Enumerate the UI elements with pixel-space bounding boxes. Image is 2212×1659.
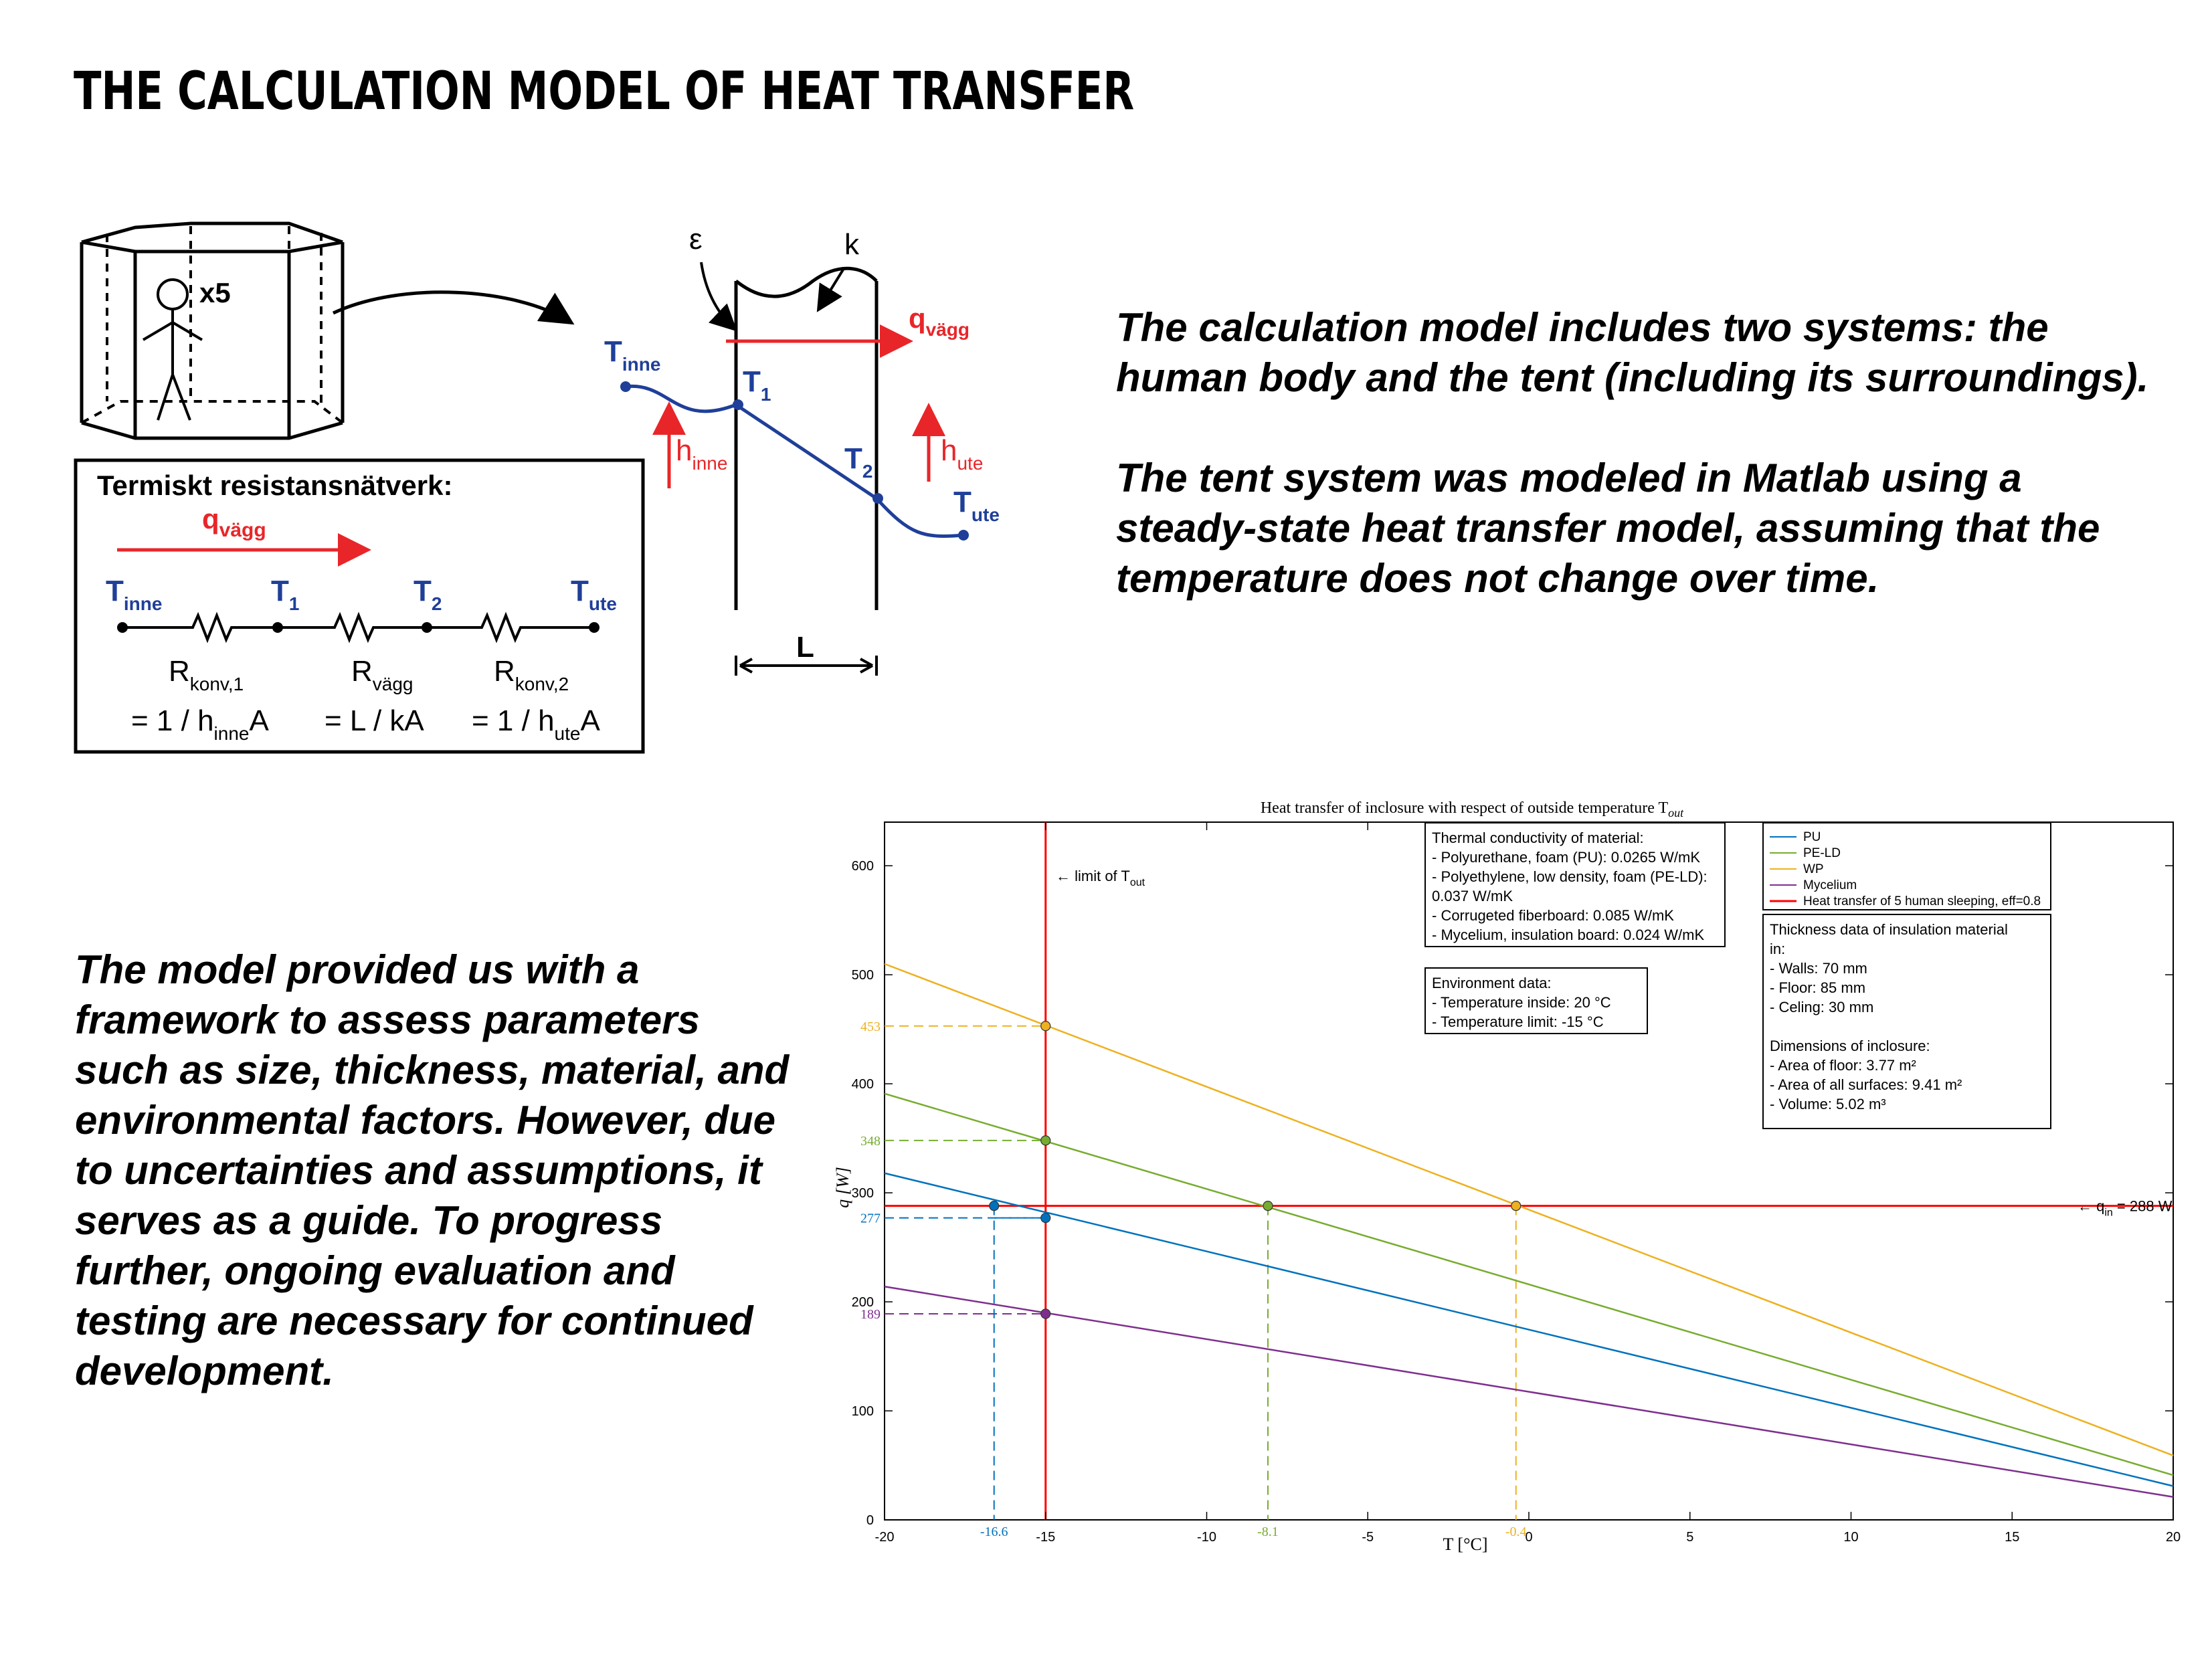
intersection-marker bbox=[1511, 1201, 1521, 1211]
legend-label: PE-LD bbox=[1803, 846, 1841, 860]
y-mark-label: 453 bbox=[860, 1019, 881, 1034]
x-tick-label: 15 bbox=[2005, 1530, 2020, 1545]
y-mark-label: 348 bbox=[860, 1133, 881, 1149]
intersection-marker bbox=[990, 1201, 999, 1211]
description-left: The model provided us with a framework to assess parameters such as size, thickness, material, and environmental factors. However, due to uncertainties and assumptions, it serves as a guide. To progress further, ongoing evaluation and testing are necessary for continued development. bbox=[75, 947, 790, 1393]
svg-text:T1: $T_1$ bbox=[743, 365, 771, 405]
h-ute-label: $h_{ute}$ bbox=[941, 434, 984, 474]
info-line: - Mycelium, insulation board: 0.024 W/mK bbox=[1432, 926, 1705, 943]
network-title: Termiskt resistansnätverk: bbox=[97, 470, 453, 501]
intersection-marker bbox=[1041, 1309, 1050, 1319]
x-tick-label: 10 bbox=[1843, 1530, 1859, 1545]
series-line-mycelium bbox=[885, 1286, 2173, 1497]
tent-illustration bbox=[82, 223, 343, 438]
y-tick-label: 0 bbox=[866, 1513, 874, 1528]
info-line: - Volume: 5.02 m³ bbox=[1770, 1096, 1886, 1112]
y-tick-label: 600 bbox=[851, 859, 874, 874]
person-icon bbox=[143, 280, 202, 420]
x-axis-label: T [°C] bbox=[1443, 1535, 1488, 1554]
vertical-reference-label: ← limit of $T_{out}$ bbox=[1056, 868, 1145, 888]
y-mark-label: 189 bbox=[860, 1306, 881, 1322]
y-tick-label: 300 bbox=[851, 1186, 874, 1201]
description-paragraph: The calculation model includes two systems: the human body and the tent (including its surroundings). bbox=[1116, 305, 2149, 400]
info-line: Dimensions of inclosure: bbox=[1770, 1038, 1930, 1054]
x-tick-label: -10 bbox=[1197, 1530, 1216, 1545]
conductivity-box bbox=[1425, 823, 1725, 947]
legend-label: PU bbox=[1803, 830, 1821, 844]
y-tick-label: 500 bbox=[851, 968, 874, 983]
info-line: - Floor: 85 mm bbox=[1770, 979, 1866, 996]
info-line: - Temperature limit: -15 °C bbox=[1432, 1013, 1604, 1030]
L-label: L bbox=[796, 631, 814, 664]
epsilon-label: ε bbox=[689, 223, 703, 256]
svg-text:Tute: $T_{ute}$ bbox=[571, 575, 617, 614]
network-q-label: $q_{vägg}$ bbox=[202, 503, 266, 541]
info-line: Thickness data of insulation material bbox=[1770, 921, 2008, 938]
intersection-marker bbox=[1041, 1213, 1050, 1223]
svg-text:Rkonv,2: $R_{konv,2}$ bbox=[494, 655, 569, 694]
svg-text:Tute: $T_{ute}$ bbox=[953, 486, 1000, 525]
k-label: k bbox=[844, 228, 859, 261]
intersection-marker bbox=[1041, 1021, 1050, 1031]
legend-label: WP bbox=[1803, 862, 1824, 876]
description-paragraph: The tent system was modeled in Matlab using a steady-state heat transfer model, assuming that the temperature does not change over time. bbox=[1116, 456, 2100, 601]
x-mark-label: -0.4 bbox=[1505, 1525, 1527, 1539]
legend-label: Mycelium bbox=[1803, 878, 1857, 892]
legend bbox=[1763, 823, 2051, 910]
curved-arrow-icon bbox=[333, 292, 569, 321]
intersection-marker bbox=[1263, 1201, 1273, 1211]
info-line: Environment data: bbox=[1432, 975, 1552, 991]
series-line-pu bbox=[885, 1173, 2173, 1486]
thickness-box bbox=[1763, 914, 2051, 1129]
markers bbox=[990, 1021, 1521, 1319]
x-tick-label: -5 bbox=[1362, 1530, 1374, 1545]
svg-text:T2: $T_2$ bbox=[413, 575, 442, 614]
environment-box bbox=[1425, 968, 1647, 1034]
y-tick-label: 100 bbox=[851, 1404, 874, 1420]
info-line: 0.037 W/mK bbox=[1432, 888, 1513, 904]
series-line-pe-ld bbox=[885, 1094, 2173, 1475]
page-title: THE CALCULATION MODEL OF HEAT TRANSFER bbox=[74, 62, 1135, 122]
h-inne-label: $h_{inne}$ bbox=[676, 434, 728, 474]
x-tick-label: 0 bbox=[1525, 1530, 1533, 1545]
guide-lines bbox=[885, 1026, 1516, 1520]
profile-points bbox=[620, 381, 969, 541]
svg-text:= 1 / hinneA: = $1 / h_{inne}A$ bbox=[131, 704, 269, 744]
info-line: - Corrugeted fiberboard: 0.085 W/mK bbox=[1432, 907, 1674, 924]
info-line: - Area of floor: 3.77 m² bbox=[1770, 1057, 1916, 1074]
y-tick-label: 200 bbox=[851, 1295, 874, 1310]
svg-text:T1: $T_1$ bbox=[271, 575, 300, 614]
svg-text:Tinne: $T_{inne}$ bbox=[106, 575, 163, 614]
heat-transfer-chart bbox=[803, 779, 2212, 1582]
svg-text:T2: $T_2$ bbox=[844, 442, 873, 482]
resistor-labels bbox=[131, 655, 600, 744]
network-node-labels bbox=[106, 575, 617, 614]
svg-text:Rvägg: $R_{vägg}$ bbox=[351, 655, 413, 694]
x-mark-label: -8.1 bbox=[1257, 1525, 1279, 1539]
chart-title: Heat transfer of inclosure with respect of outside temperature $T_{out}$ bbox=[1260, 799, 1684, 819]
annotation-labels bbox=[860, 1019, 1527, 1539]
y-mark-label: 277 bbox=[860, 1211, 881, 1226]
svg-text:Rkonv,1: $R_{konv,1}$ bbox=[169, 655, 244, 694]
person-multiplier: x5 bbox=[199, 277, 231, 308]
wall-section bbox=[736, 268, 877, 610]
intersection-marker bbox=[1041, 1136, 1050, 1145]
x-tick-label: 5 bbox=[1686, 1530, 1694, 1545]
epsilon-arrow bbox=[701, 262, 733, 328]
info-line: - Area of all surfaces: 9.41 m² bbox=[1770, 1076, 1962, 1093]
resistor-chain bbox=[122, 615, 594, 640]
info-line: - Walls: 70 mm bbox=[1770, 960, 1867, 977]
y-tick-label: 400 bbox=[851, 1077, 874, 1092]
svg-text:= L / kA: = L / kA bbox=[325, 704, 424, 737]
legend-label: Heat transfer of 5 human sleeping, eff=0.8 bbox=[1803, 894, 2041, 908]
x-tick-label: 20 bbox=[2165, 1530, 2181, 1545]
horizontal-reference-label: ← $q_{in} = 288$ W bbox=[2078, 1197, 2173, 1219]
wall-q-label: $q_{vägg}$ bbox=[909, 302, 970, 340]
info-line: in: bbox=[1770, 941, 1786, 957]
info-line: - Celing: 30 mm bbox=[1770, 999, 1874, 1015]
svg-text:Tinne: $T_{inne}$ bbox=[604, 335, 661, 375]
info-line: - Polyethylene, low density, foam (PE-LD): bbox=[1432, 868, 1708, 885]
info-line: - Temperature inside: 20 °C bbox=[1432, 994, 1611, 1011]
wall-temp-labels bbox=[604, 335, 1000, 525]
x-mark-label: -16.6 bbox=[980, 1525, 1008, 1539]
description-top bbox=[1116, 302, 2160, 603]
svg-text:= 1 / huteA: = $1 / h_{ute}A$ bbox=[472, 704, 600, 744]
y-axis-label: q [W] bbox=[833, 1167, 852, 1208]
x-tick-label: -15 bbox=[1036, 1530, 1056, 1545]
heat-transfer-diagram bbox=[0, 0, 1124, 776]
info-line: - Polyurethane, foam (PU): 0.0265 W/mK bbox=[1432, 849, 1701, 866]
info-line: Thermal conductivity of material: bbox=[1432, 830, 1644, 846]
x-tick-label: -20 bbox=[874, 1530, 895, 1545]
